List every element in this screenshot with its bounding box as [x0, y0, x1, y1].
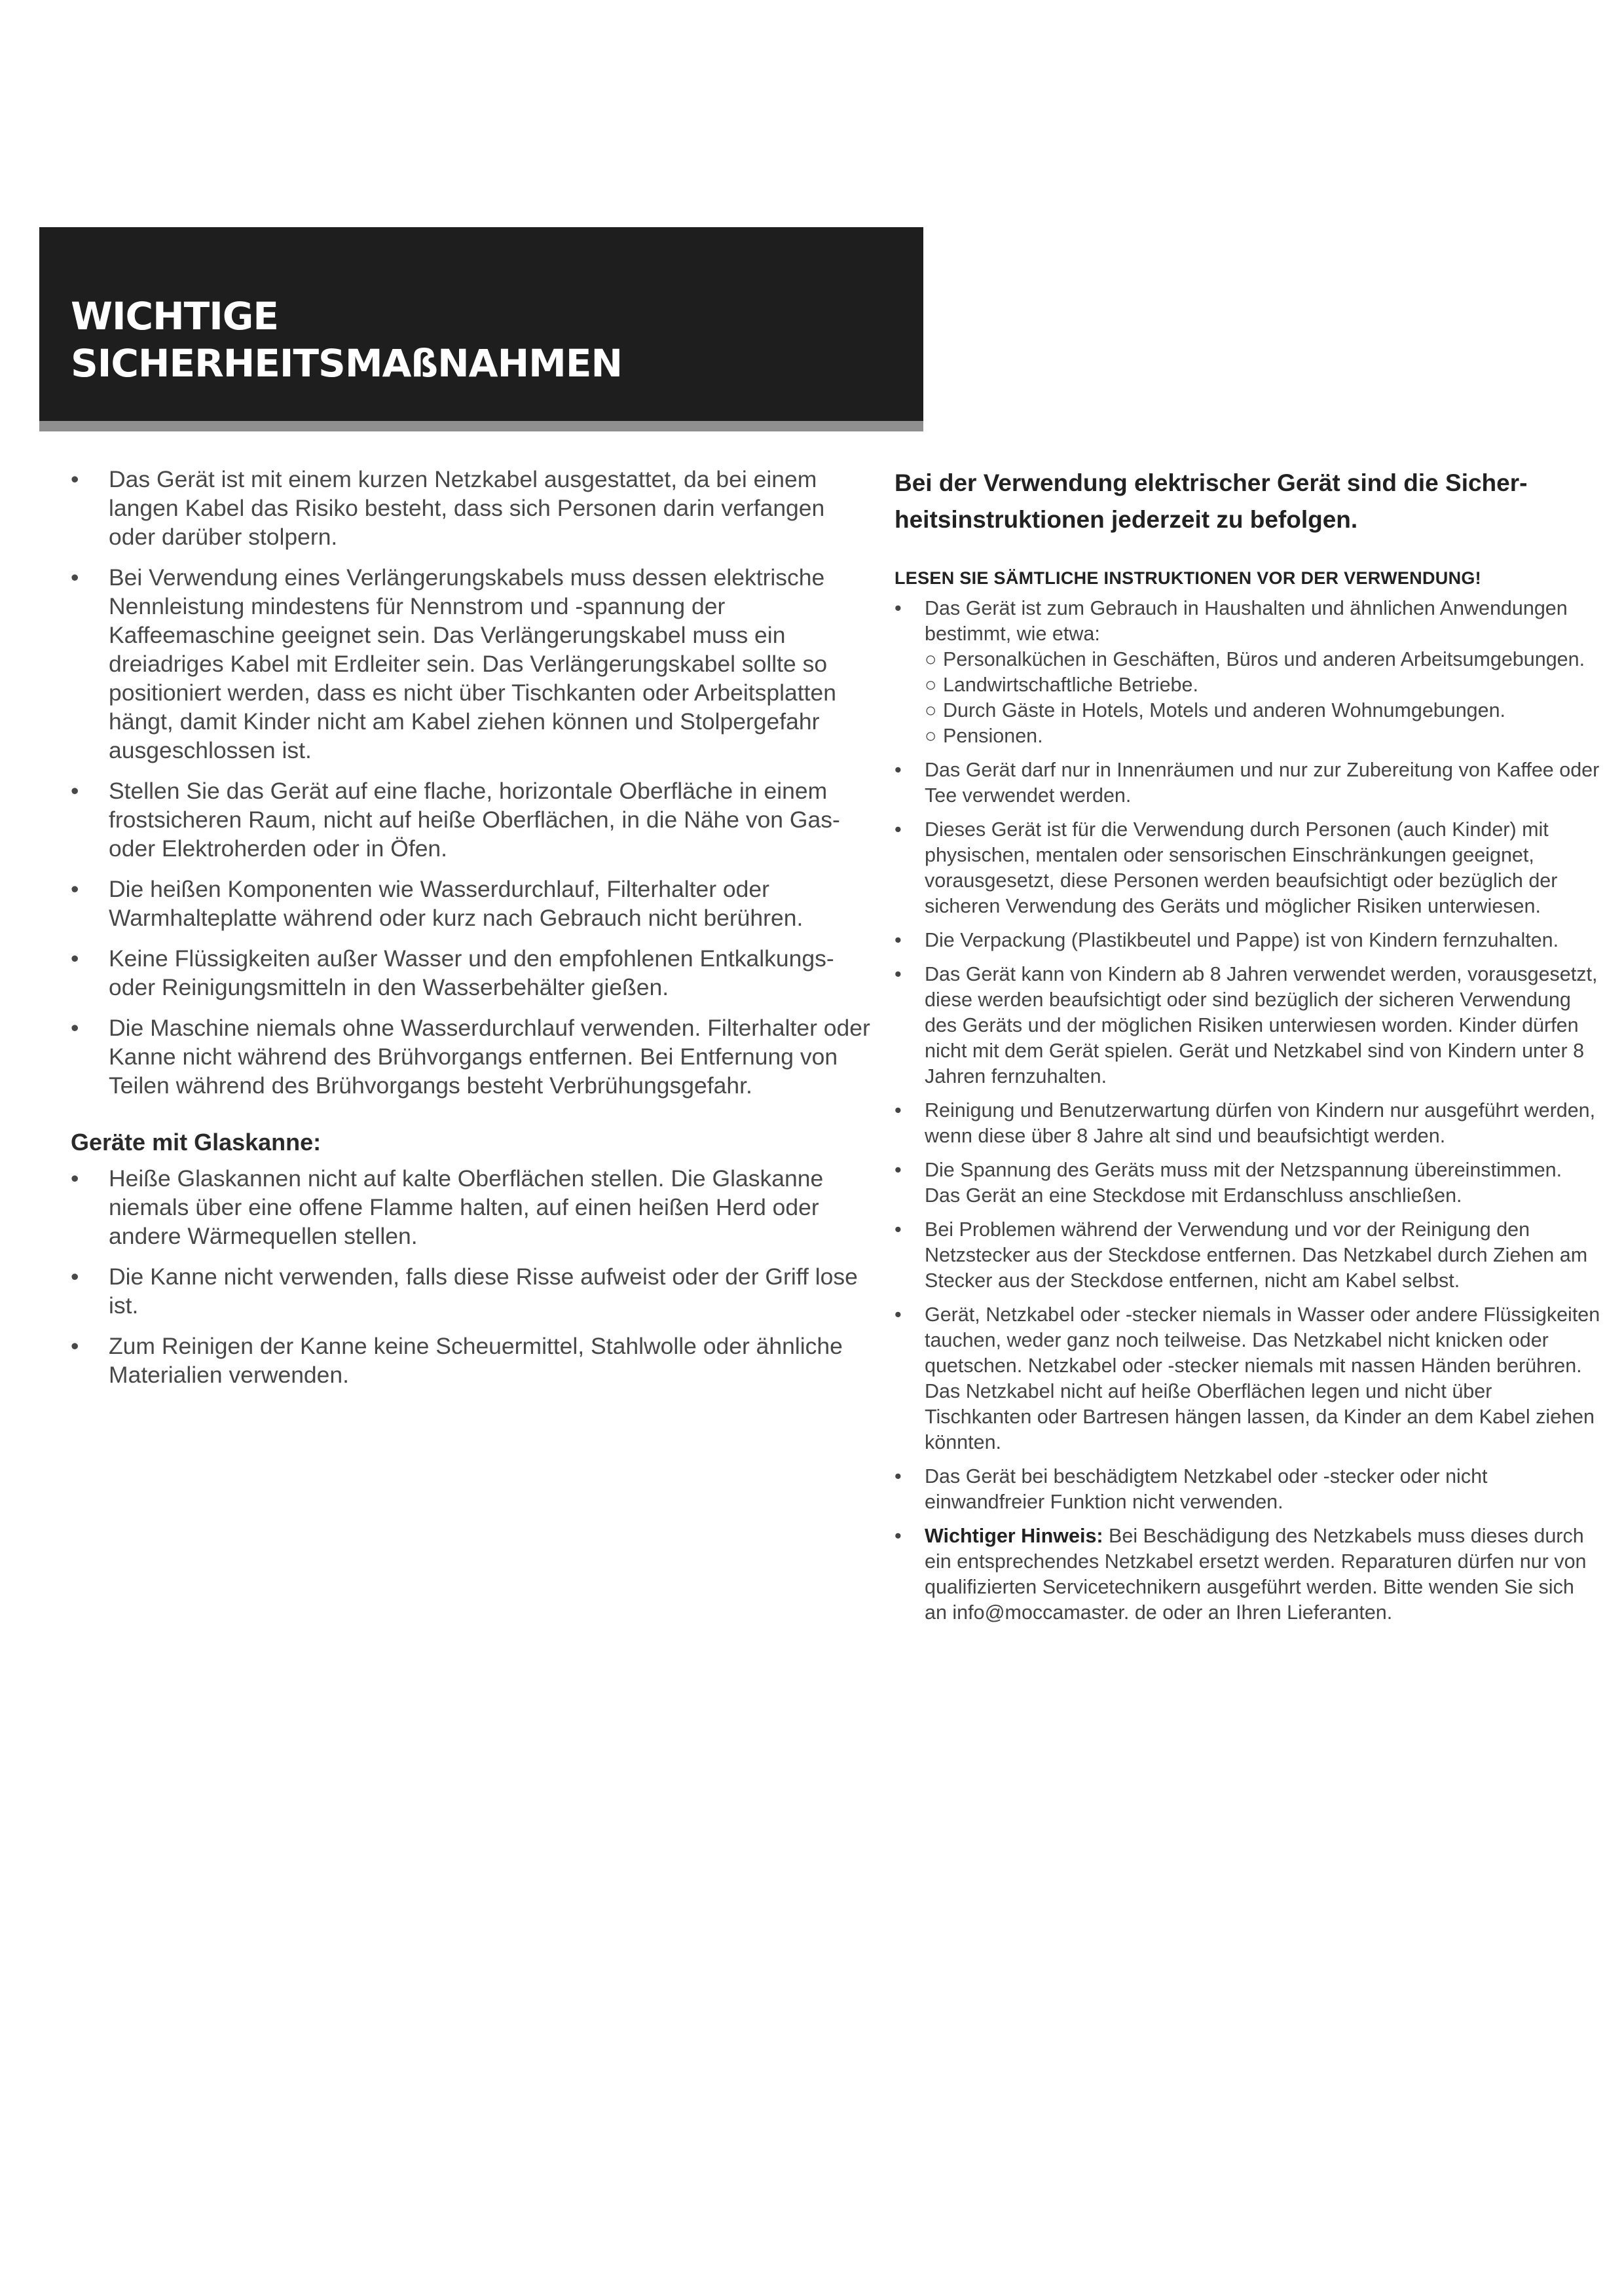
circle-bullet: ○ [925, 648, 937, 670]
item-text: Das Gerät bei beschädigtem Netzkabel oder -stecker oder nicht einwandfreier Funktion nicht verwenden. [925, 1465, 1488, 1513]
bullet: • [71, 945, 79, 972]
bullet: • [71, 1264, 79, 1290]
item-text: Das Gerät darf nur in Innenräumen und nur zur Zubereitung von Kaffee oder Tee verwendet werden. [925, 759, 1600, 807]
list-item [895, 928, 1602, 953]
item-text: Zum Reinigen der Kanne keine Scheuermittel, Stahlwolle oder ähnliche Materialien verwenden. [109, 1333, 843, 1388]
intro-line-2: heitsinstruktionen jederzeit zu befolgen. [895, 506, 1358, 533]
sub-list-item [925, 647, 1602, 672]
circle-bullet: ○ [925, 725, 937, 747]
list-item [895, 1217, 1602, 1294]
item-text: Das Gerät ist zum Gebrauch in Haushalten und ähnlichen Anwendungen bestimmt, wie etwa: [925, 597, 1568, 645]
circle-bullet: ○ [925, 699, 937, 721]
bullet: • [895, 1303, 902, 1326]
bullet: • [895, 963, 902, 985]
item-text: Die Kanne nicht verwenden, falls diese Risse aufweist oder der Griff lose ist. [109, 1264, 858, 1319]
circle-bullet: ○ [925, 674, 937, 696]
bullet: • [895, 1465, 902, 1487]
glass-carafe-heading: Geräte mit Glaskanne: [71, 1129, 322, 1156]
bullet: • [895, 1159, 902, 1181]
sub-item-text: Landwirtschaftliche Betriebe. [943, 674, 1198, 696]
list-item [895, 1157, 1602, 1209]
list-item [71, 944, 876, 1002]
bullet: • [895, 1525, 902, 1547]
title-line-2: SICHERHEITSMAßNAHMEN [71, 341, 622, 386]
bullet: • [895, 818, 902, 841]
list-item [71, 1013, 876, 1100]
item-text: Das Gerät kann von Kindern ab 8 Jahren verwendet werden, vorausgesetzt, diese werden beaufsichtigt oder sind bezüglich der sicheren Verwendung des Geräts und der möglichen Risiken unterwiesen worden. Kinder dürfen nicht mit dem Gerät spielen. Gerät und Netzkabel sind von Kindern unter 8 Jahren fernzuhalten. [925, 963, 1598, 1087]
important-note-text: Bei Beschädigung des Netzkabels muss dieses durch ein entsprechendes Netzkabel ersetzt werden. Reparaturen dürfen nur von qualifizierten Servicetechnikern ausgeführt werden. Bitte wenden Sie sich an info@moccamaster. de oder an Ihren Lieferanten. [925, 1525, 1587, 1624]
list-item [895, 1302, 1602, 1455]
list-item [71, 465, 876, 551]
sub-list-item [925, 672, 1602, 698]
item-text: Stellen Sie das Gerät auf eine flache, horizontale Oberfläche in einem frostsicheren Raum, nicht auf heiße Oberflächen, in die Nähe von Gas- oder Elektroherden oder in Öfen. [109, 778, 840, 862]
page-title [71, 293, 923, 387]
bullet: • [895, 759, 902, 781]
bullet: • [895, 597, 902, 619]
list-item [895, 757, 1602, 809]
title-line-1: WICHTIGE [71, 294, 279, 338]
item-text: Die Spannung des Geräts muss mit der Netzspannung übereinstimmen. Das Gerät an eine Steckdose mit Erdanschluss anschließen. [925, 1159, 1562, 1207]
bullet: • [71, 876, 79, 902]
sub-list-item [925, 698, 1602, 723]
right-safety-list [895, 596, 1602, 1626]
important-note-label: Wichtiger Hinweis: [925, 1525, 1103, 1547]
list-item [71, 875, 876, 932]
item-text: Reinigung und Benutzerwartung dürfen von Kindern nur ausgeführt werden, wenn diese über 8 Jahre alt sind und beaufsichtigt werden. [925, 1099, 1596, 1147]
right-column [895, 465, 1602, 1634]
list-item [895, 596, 1602, 749]
sub-item-text: Personalküchen in Geschäften, Büros und anderen Arbeitsumgebungen. [943, 648, 1585, 670]
usage-sub-list [925, 647, 1602, 749]
item-text: Das Gerät ist mit einem kurzen Netzkabel ausgestattet, da bei einem langen Kabel das Risiko besteht, dass sich Personen darin verfangen oder darüber stolpern. [109, 466, 825, 550]
left-safety-list [71, 465, 876, 1100]
item-text: Bei Verwendung eines Verlängerungskabels muss dessen elektrische Nennleistung mindestens für Nennstrom und -spannung der Kaffeemaschine geeignet sein. Das Verlängerungskabel muss ein dreiadriges Kabel mit Erdleiter sein. Das Verlängerungskabel sollte so positioniert werden, dass es nicht über Tischkanten oder Arbeitsplatten hängt, damit Kinder nicht am Kabel ziehen können und Stolpergefahr ausgeschlossen ist. [109, 564, 837, 763]
important-note-item [895, 1523, 1602, 1626]
item-text: Die Maschine niemals ohne Wasserdurchlauf verwenden. Filterhalter oder Kanne nicht während des Brühvorgangs entfernen. Bei Entfernung von Teilen während des Brühvorgangs besteht Verbrühungsgefahr. [109, 1015, 870, 1099]
item-text: Dieses Gerät ist für die Verwendung durch Personen (auch Kinder) mit physischen, mentalen oder sensorischen Einschränkungen geeignet, vorausgesetzt, diese Personen werden beaufsichtigt oder bezüglich der sicheren Verwendung des Geräts und möglicher Risiken unterwiesen. [925, 818, 1558, 917]
title-banner [39, 227, 923, 431]
intro-line-1: Bei der Verwendung elektrischer Gerät sind die Sicher- [895, 469, 1528, 496]
item-text: Die heißen Komponenten wie Wasserdurchlauf, Filterhalter oder Warmhalteplatte während oder kurz nach Gebrauch nicht berühren. [109, 876, 803, 931]
left-column [71, 465, 876, 1401]
list-item [71, 776, 876, 863]
bullet: • [71, 1165, 79, 1192]
bullet: • [895, 929, 902, 951]
bullet: • [71, 778, 79, 804]
sub-list-item [925, 723, 1602, 749]
item-text: Heiße Glaskannen nicht auf kalte Oberflächen stellen. Die Glaskanne niemals über eine offene Flamme halten, auf einen heißen Herd oder andere Wärmequellen stellen. [109, 1165, 824, 1249]
bullet: • [71, 564, 79, 591]
item-text: Gerät, Netzkabel oder -stecker niemals in Wasser oder andere Flüssigkeiten tauchen, weder ganz noch teilweise. Das Netzkabel nicht knicken oder quetschen. Netzkabel oder -stecker niemals mit nassen Händen berühren. Das Netzkabel nicht auf heiße Oberflächen legen und nicht über Tischkanten oder Bartresen hängen lassen, da Kinder an dem Kabel ziehen könnten. [925, 1303, 1600, 1453]
list-item [895, 817, 1602, 919]
sub-item-text: Durch Gäste in Hotels, Motels und anderen Wohnumgebungen. [943, 699, 1506, 721]
item-text: Keine Flüssigkeiten außer Wasser und den empfohlenen Entkalkungs- oder Reinigungsmitteln in den Wasserbehälter gießen. [109, 945, 834, 1000]
bullet: • [895, 1099, 902, 1121]
list-item [895, 1098, 1602, 1149]
list-item [71, 1164, 876, 1250]
list-item [71, 1262, 876, 1320]
bullet: • [895, 1218, 902, 1241]
item-text: Bei Problemen während der Verwendung und vor der Reinigung den Netzstecker aus der Steckdose entfernen. Das Netzkabel durch Ziehen am Stecker aus der Steckdose entfernen, nicht am Kabel selbst. [925, 1218, 1588, 1292]
sub-item-text: Pensionen. [943, 725, 1043, 747]
bullet: • [71, 1015, 79, 1041]
list-item [895, 962, 1602, 1089]
read-instructions-heading: LESEN SIE SÄMTLICHE INSTRUKTIONEN VOR DER VERWENDUNG! [895, 568, 1481, 588]
list-item [895, 1464, 1602, 1515]
item-text: Die Verpackung (Plastikbeutel und Pappe) ist von Kindern fernzuhalten. [925, 929, 1559, 951]
list-item [71, 563, 876, 765]
bullet: • [71, 1333, 79, 1359]
intro-statement [895, 465, 1602, 538]
list-item [71, 1332, 876, 1389]
bullet: • [71, 466, 79, 492]
glass-carafe-list [71, 1164, 876, 1389]
